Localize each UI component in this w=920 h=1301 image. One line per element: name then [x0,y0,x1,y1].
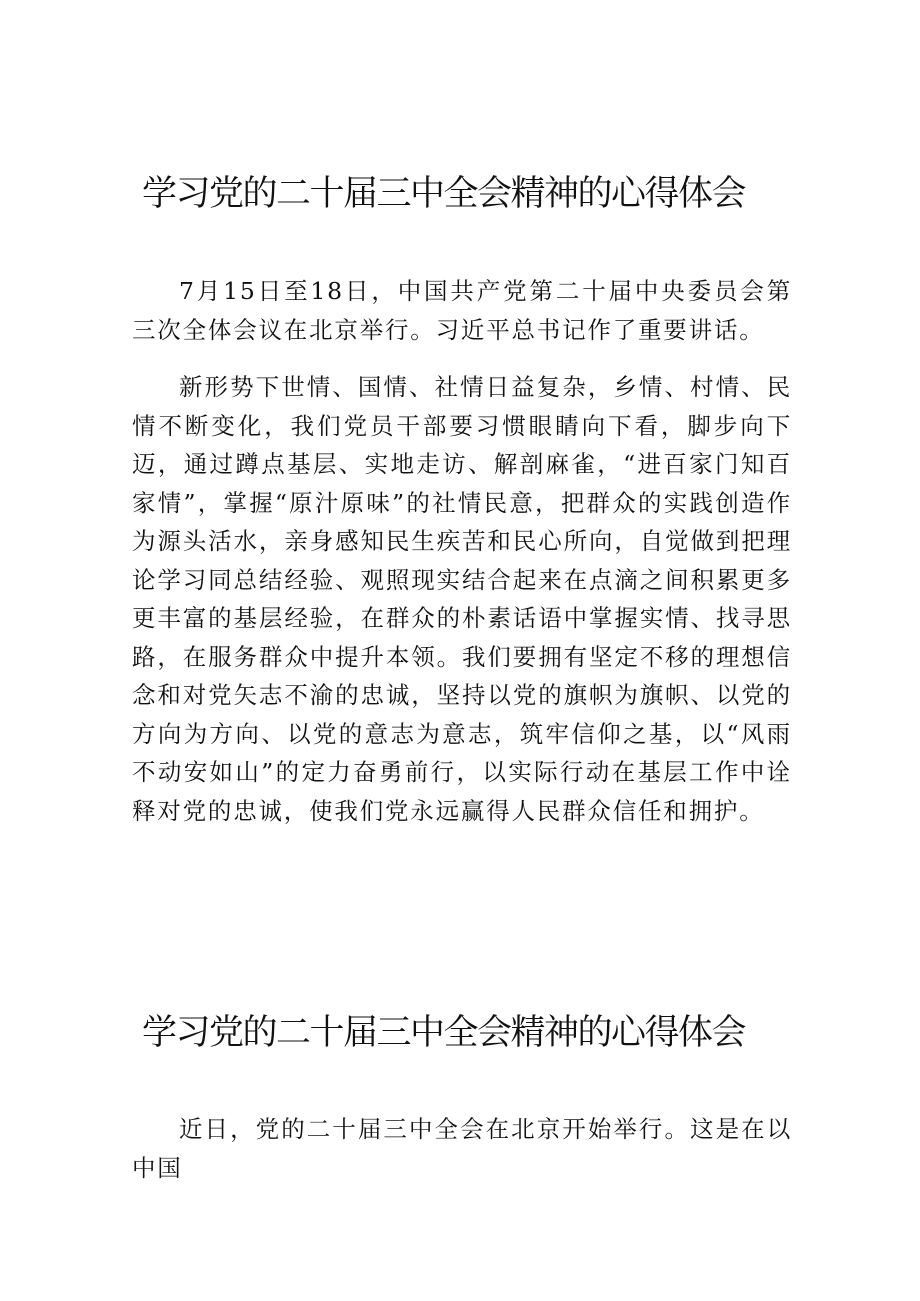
section-title-second: 学习党的二十届三中全会精神的心得体会 [142,1013,746,1053]
paragraph-meeting-intro: 7月15日至18日，中国共产党第二十届中央委员会第三次全体会议在北京举行。习近平总书记作了重要讲话。 [132,277,792,344]
paragraph-grassroots-work: 新形势下世情、国情、社情日益复杂，乡情、村情、民情不断变化，我们党员干部要习惯眼睛向下看，脚步向下迈，通过蹲点基层、实地走访、解剖麻雀，“进百家门知百家情”，掌握“原汁原味”的社情民意，把群众的实践创造作为源头活水，亲身感知民生疾苦和民心所向，自觉做到把理论学习同总结经验、观照现实结合起来在点滴之间积累更多更丰富的基层经验，在群众的朴素话语中掌握实情、找寻思路，在服务群众中提升本领。我们要拥有坚定不移的理想信念和对党矢志不渝的忠诚，坚持以党的旗帜为旗帜、以党的方向为方向、以党的意志为意志，筑牢信仰之基，以“风雨不动安如山”的定力奋勇前行，以实际行动在基层工作中诠释对党的忠诚，使我们党永远赢得人民群众信任和拥护。 [132,373,792,825]
section-title: 学习党的二十届三中全会精神的心得体会 [142,174,746,214]
paragraph-second-intro: 近日，党的二十届三中全会在北京开始举行。这是在以中国 [132,1115,792,1182]
